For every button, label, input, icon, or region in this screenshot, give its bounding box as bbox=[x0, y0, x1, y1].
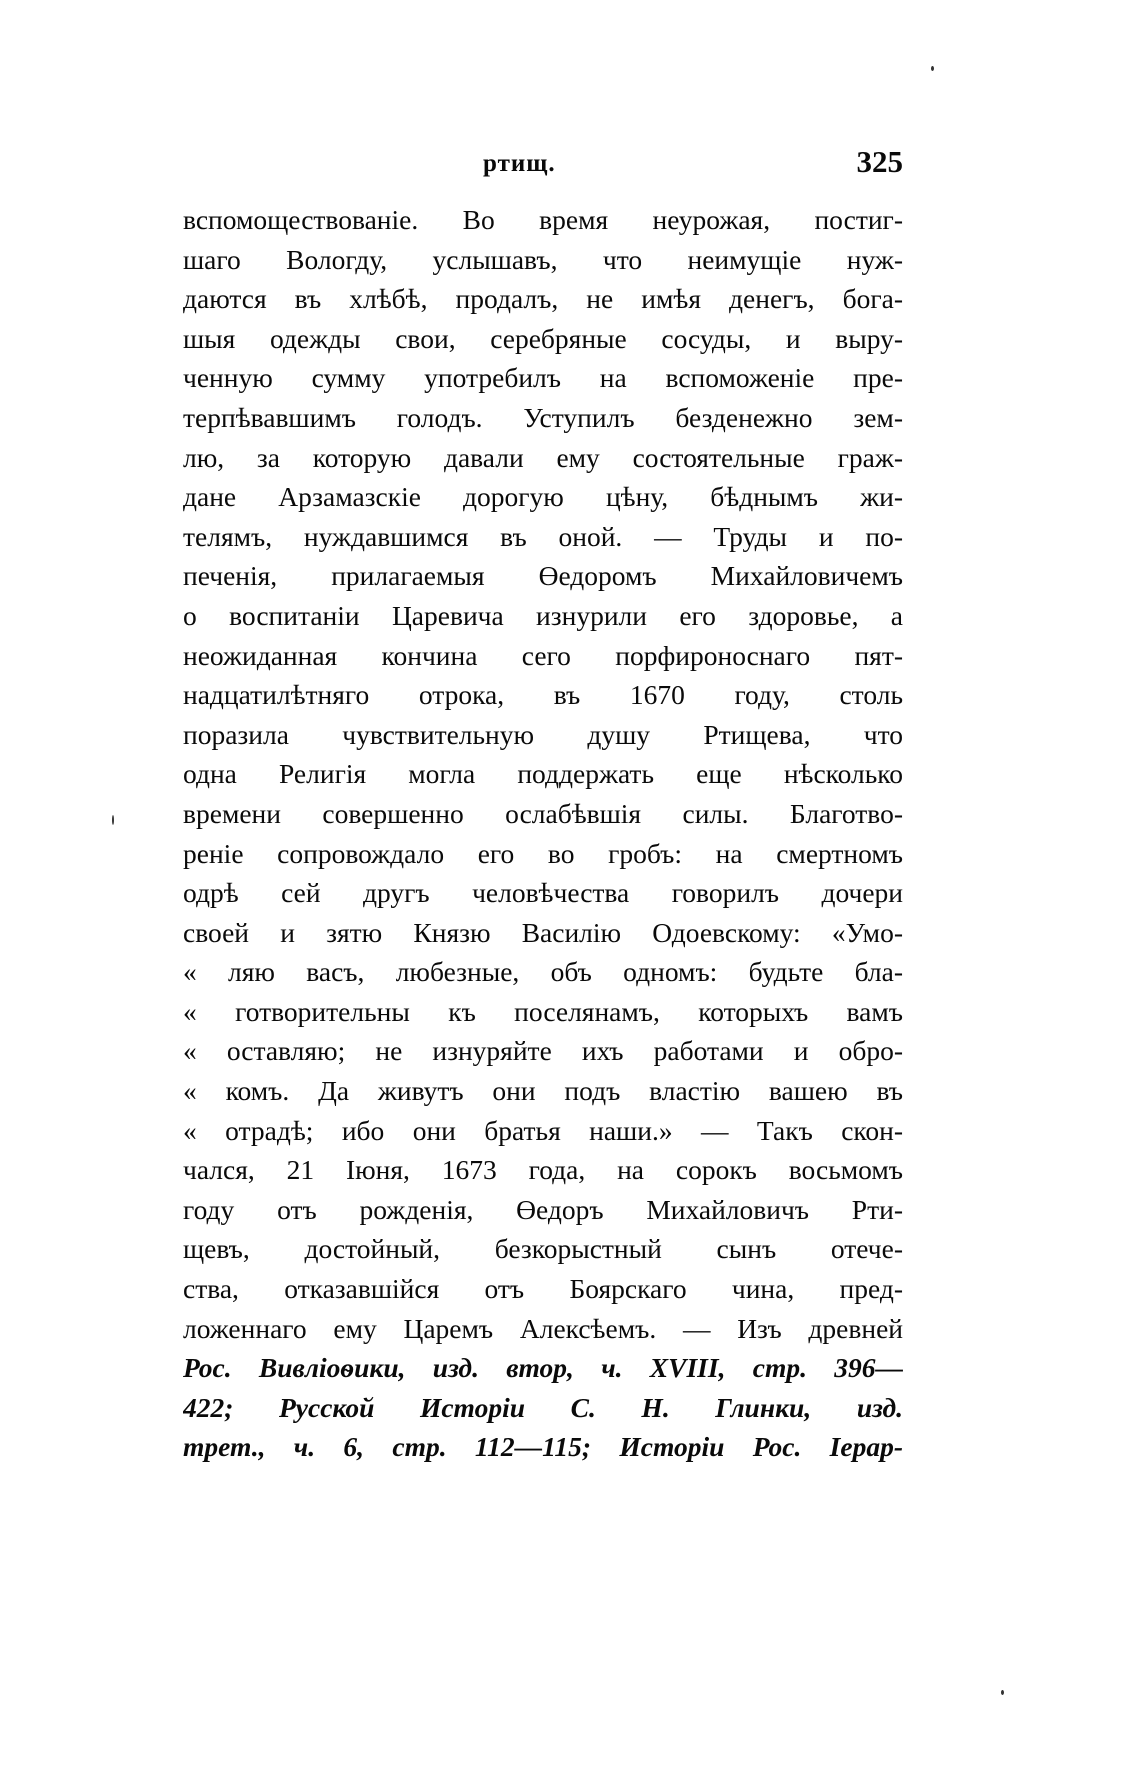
text-line: чался, 21 Іюня, 1673 года, на сорокъ восьмомъ bbox=[183, 1154, 903, 1186]
text-line: вспомоществованіе. Во время неурожая, постиг- bbox=[183, 204, 903, 235]
citation-line: трет., ч. 6, стр. 112—115; Исторіи Рос. Іерар- bbox=[183, 1431, 903, 1463]
text-line: телямъ, нуждавшимся въ оной. — Труды и по- bbox=[183, 520, 903, 552]
body-text bbox=[183, 200, 903, 1467]
scan-speck bbox=[931, 66, 934, 71]
text-line: ложеннаго ему Царемъ Алексѣемъ. — Изъ древней bbox=[183, 1312, 903, 1344]
text-line: терпѣвавшимъ голодъ. Уступилъ безденежно зем- bbox=[183, 401, 903, 433]
citation-line: 422; Русской Исторіи С. Н. Глинки, изд. bbox=[183, 1391, 903, 1423]
text-line: « оставляю; не изнуряйте ихъ работами и обро- bbox=[183, 1035, 903, 1067]
citation-line: Рос. Вивліоѳики, изд. втор, ч. XVIII, стр. 396— bbox=[183, 1352, 903, 1384]
text-line: шыя одежды свои, серебряные сосуды, и выру- bbox=[183, 322, 903, 354]
text-line: дане Арзамазскіе дорогую цѣну, бѣднымъ жи- bbox=[183, 481, 903, 513]
text-line: печенія, прилагаемыя Өедоромъ Михайловичемъ bbox=[183, 560, 903, 592]
running-head bbox=[183, 144, 903, 190]
running-title: ртищ. bbox=[483, 150, 556, 177]
text-line: реніе сопровождало его во гробъ: на смертномъ bbox=[183, 837, 903, 869]
text-line: одрѣ сей другъ человѣчества говорилъ дочери bbox=[183, 877, 903, 909]
text-line: « комъ. Да живутъ они подъ властію вашею въ bbox=[183, 1075, 903, 1107]
text-line: о воспитаніи Царевича изнурили его здоровье, а bbox=[183, 599, 903, 631]
text-line: неожиданная кончина сего порфироноснаго пят- bbox=[183, 639, 903, 671]
text-line: поразила чувствительную душу Ртищева, что bbox=[183, 718, 903, 750]
text-line: году отъ рожденія, Өедоръ Михайловичъ Рти- bbox=[183, 1193, 903, 1225]
text-line: « ляю васъ, любезные, объ одномъ: будьте бла- bbox=[183, 956, 903, 988]
text-line: щевъ, достойный, безкорыстный сынъ отече- bbox=[183, 1233, 903, 1265]
text-line: шаго Вологду, услышавъ, что неимущіе нуж- bbox=[183, 243, 903, 275]
scan-speck bbox=[1001, 1690, 1004, 1695]
text-line: « отрадѣ; ибо они братья наши.» — Такъ скон- bbox=[183, 1114, 903, 1146]
text-line: ства, отказавшійся отъ Боярскаго чина, пред- bbox=[183, 1273, 903, 1305]
text-line: времени совершенно ослабѣвшія силы. Благотво- bbox=[183, 797, 903, 829]
text-line: даются въ хлѣбѣ, продалъ, не имѣя денегъ, бога- bbox=[183, 283, 903, 315]
text-line: « готворительны къ поселянамъ, которыхъ вамъ bbox=[183, 995, 903, 1027]
text-line: одна Религія могла поддержать еще нѣсколько bbox=[183, 758, 903, 790]
text-line: лю, за которую давали ему состоятельные граж- bbox=[183, 441, 903, 473]
page-number: 325 bbox=[856, 144, 903, 179]
scan-speck bbox=[112, 815, 114, 825]
text-line: ченную сумму употребилъ на вспоможеніе пре- bbox=[183, 362, 903, 394]
text-line: надцатилѣтняго отрока, въ 1670 году, столь bbox=[183, 679, 903, 711]
text-line: своей и зятю Князю Василію Одоевскому: «Умо- bbox=[183, 916, 903, 948]
